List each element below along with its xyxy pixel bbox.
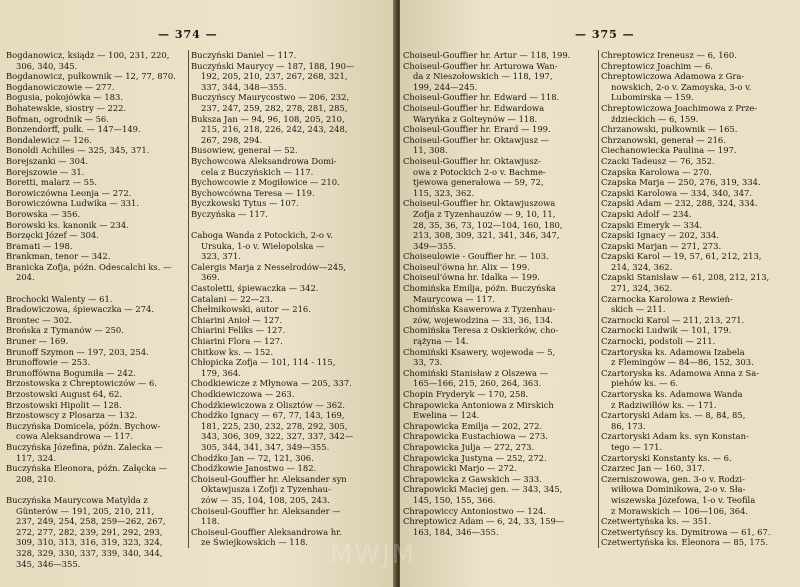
index-entry: Chitkow ks. — 152. <box>191 346 274 357</box>
index-entry: Ciechanowiecka Paulina — 197. <box>601 145 737 156</box>
index-entry-continuation: Lubomirska — 159. <box>611 92 694 103</box>
index-entry: Brunoffówna Bogumiła — 242. <box>6 367 136 378</box>
index-entry: Chełmikowski, autor — 216. <box>191 304 311 315</box>
index-entry: Brunoffowie — 253. <box>6 357 91 368</box>
index-entry: Czerniszowowa, gen. 3-o v. Rodzi- <box>601 473 745 484</box>
index-entry: Bonoldi Achilles — 325, 345, 371. <box>6 145 150 156</box>
index-entry-continuation: nowskich, 2-o v. Zamoyska, 3-o v. <box>611 81 752 92</box>
index-entry: Chreptowiczowa Joachimowa z Prze- <box>601 102 758 113</box>
index-entry-continuation: 179, 364. <box>201 367 241 378</box>
index-entry-continuation: 215, 216, 218, 226, 242, 243, 248, <box>201 124 348 135</box>
index-entry: Buczyńska Maurycowa Matylda z <box>6 494 148 505</box>
index-entry-continuation: Oktawjusza i Zofji z Tyzenhau- <box>201 484 331 495</box>
entry-spacer <box>191 220 395 231</box>
index-entry: Bramati — 198. <box>6 240 73 251</box>
entry-spacer <box>6 283 186 294</box>
index-entry-continuation: 305, 344, 341, 347, 349—355. <box>201 441 330 452</box>
index-entry-continuation: Zofja z Tyzenhauzów — 9, 10, 11, <box>413 208 556 219</box>
index-entry-continuation: zów — 35, 104, 108, 205, 243. <box>201 494 330 505</box>
index-entry: Czapska Marja — 250, 276, 319, 334. <box>601 177 761 188</box>
index-entry-continuation: wiłłowa Dominikowa, 2-o v. Sła- <box>611 484 746 495</box>
index-entry: Czarnocki Karol — 211, 213, 271. <box>601 314 745 325</box>
index-entry: Chrapowicka Justyna — 252, 272. <box>403 452 547 463</box>
index-entry: Chreptowicz Adam — 6, 24, 33, 159— <box>403 516 565 527</box>
index-entry-continuation: 271, 324, 362. <box>611 283 673 294</box>
index-entry: Brankman, tenor — 342. <box>6 251 111 262</box>
index-entry: Choiseul-Gouffier hr. Edwardowa <box>403 102 545 113</box>
index-entry: Chrapowicka Eustachiowa — 273. <box>403 431 548 442</box>
index-entry: Bogdanowiczowie — 277. <box>6 81 115 92</box>
index-entry-continuation: rążyna — 14. <box>413 336 469 347</box>
index-entry: Choiseul-Gouffier hr. Oktawjusz- <box>403 155 541 166</box>
index-entry-continuation: wiszewska Józefowa, 1-o v. Teofila <box>611 494 756 505</box>
index-entry: Czarnocki, podstoli — 211. <box>601 336 716 347</box>
index-entry: Choiseul'ówna hr. Alix — 199. <box>403 261 530 272</box>
index-entry: Choiseul-Gouffier hr. Edward — 118. <box>403 92 560 103</box>
index-entry: Chreptowiczowa Adamowa z Gra- <box>601 71 745 82</box>
index-entry: Borowska — 356. <box>6 208 81 219</box>
index-entry: Czarnocka Karolowa z Rewień- <box>601 293 733 304</box>
page-number: — 374 — <box>158 28 218 41</box>
index-entry-continuation: tjewowa generałowa — 59, 72, <box>413 177 544 188</box>
page-number: — 375 — <box>575 28 635 41</box>
index-entry: Chomiński Stanisław z Olszewa — <box>403 367 549 378</box>
index-entry: Busowiew, generał — 52. <box>191 145 298 156</box>
index-entry: Calergis Marja z Nesselrodów—245, <box>191 261 347 272</box>
index-entry: Czacki Tadeusz — 76, 352. <box>601 155 715 166</box>
index-entry: Czarnocki Ludwik — 101, 179. <box>601 325 732 336</box>
index-entry: Borejszowie — 31. <box>6 166 85 177</box>
index-entry: Buczyńska Eleonora, późn. Załęcka — <box>6 463 168 474</box>
index-entry: Boretti, malarz — 55. <box>6 177 97 188</box>
index-entry-continuation: 28, 35, 36, 73, 102—104, 160, 180, <box>413 219 563 230</box>
index-entry-continuation: 237, 247, 259, 282, 278, 281, 285, <box>201 102 348 113</box>
index-entry: Brunoff Szymon — 197, 203, 254. <box>6 346 149 357</box>
index-column <box>403 50 595 537</box>
index-entry-continuation: Waryńka z Golteynów — 118. <box>413 113 538 124</box>
index-entry-continuation: 237, 249, 254, 258, 259—262, 267, <box>16 516 166 527</box>
index-entry-continuation: Ursuka, 1-o v. Wielopolska — <box>201 240 325 251</box>
index-entry: Caboga Wanda z Potockich, 2-o v. <box>191 230 334 241</box>
index-entry: Castoletti, śpiewaczka — 342. <box>191 283 319 294</box>
index-entry-continuation: 272, 277, 282, 239, 291, 292, 293, <box>16 526 163 537</box>
index-entry-continuation: z Radziwiłłów ks. — 171. <box>611 399 717 410</box>
index-entry-continuation: 11, 308. <box>413 145 448 156</box>
index-entry: Czetwertyńscy ks. Dymitrowa — 61, 67. <box>601 526 771 537</box>
index-entry: Chreptowicz Ireneusz — 6, 160. <box>601 50 737 60</box>
index-entry-continuation: 213, 308, 309, 321, 341, 346, 347, <box>413 230 560 241</box>
right-page <box>400 0 800 587</box>
index-entry: Czapski Stanisław — 61, 208, 212, 213, <box>601 272 770 283</box>
index-entry: Chrapowicka Emilja — 202, 272. <box>403 420 543 431</box>
index-entry-continuation: 323, 371. <box>201 251 241 262</box>
index-entry: Chodźkiewiczowa z Olisztów — 362. <box>191 399 346 410</box>
index-entry: Borzęcki Józef — 304. <box>6 230 99 241</box>
index-entry-continuation: z Flemingów — 84—86, 152, 303. <box>611 357 754 368</box>
index-entry: Czapski Karol — 19, 57, 61, 212, 213, <box>601 251 762 262</box>
index-entry-continuation: Ewelina — 124. <box>413 410 480 421</box>
index-entry: Borowiczówna Ludwika — 331. <box>6 198 140 209</box>
index-entry: Bogusia, pokojówka — 183. <box>6 92 123 103</box>
index-entry: Bruner — 169. <box>6 336 69 347</box>
index-entry-continuation: 165—166, 215, 260, 264, 363. <box>413 378 542 389</box>
index-entry-continuation: cowa Aleksandrowa — 117. <box>16 431 133 442</box>
index-entry: Czapski Ignacy — 202, 334. <box>601 230 720 241</box>
index-entry: Bonzendorff, pułk. — 147—149. <box>6 124 141 135</box>
index-entry: Buczyńska Józefina, późn. Zalecka — <box>6 441 163 452</box>
index-entry: Buczyński Daniel — 117. <box>191 50 297 60</box>
index-entry-continuation: cela z Buczyńskich — 117. <box>201 166 314 177</box>
index-entry: Chomińska Ksawerowa z Tyzenhau- <box>403 304 556 315</box>
index-entry-continuation: 86, 173. <box>611 420 646 431</box>
index-entry: Czartoryska ks. Adamowa Anna z Sa- <box>601 367 760 378</box>
index-entry-continuation: 337, 344, 348—355. <box>201 81 287 92</box>
index-entry: Czartoryska ks. Adamowa Wanda <box>601 389 743 399</box>
index-entry-continuation: 145, 150, 155, 366. <box>413 494 496 505</box>
index-entry: Chrapowicka Julja — 272, 273. <box>403 441 535 452</box>
index-entry: Bondalewicz — 126. <box>6 134 92 145</box>
index-entry: Bogdanowicz, pułkownik — 12, 77, 870. <box>6 71 176 82</box>
index-entry: Byczyńska — 117. <box>191 208 268 219</box>
index-entry: Brzostowscy z Plosarza — 132. <box>6 410 138 421</box>
index-entry: Choiseul-Gouffier hr. Arturowa Wan- <box>403 60 558 71</box>
index-entry: Chiarini Anioł — 127. <box>191 314 283 325</box>
index-entry: Choiseul-Gouffier hr. Aleksander syn <box>191 473 347 484</box>
index-entry-continuation: piehów ks. — 6. <box>611 378 678 389</box>
index-entry: Bychowcowa Aleksandrowa Domi- <box>191 155 337 166</box>
index-entry: Chodźko Jan — 72, 121, 306. <box>191 452 314 463</box>
index-entry: Chodźkowie Janostwo — 182. <box>191 463 317 474</box>
index-entry: Czarzec Jan — 160, 317. <box>601 463 705 474</box>
index-entry: Czetwertyńska ks. — 351. <box>601 516 712 527</box>
index-entry: Chodkiewicze z Młynowa — 205, 337. <box>191 378 352 389</box>
index-entry: Bogdanowicz, ksiądz — 100, 231, 220, <box>6 50 170 60</box>
watermark: MWJM <box>330 540 417 570</box>
index-entry-continuation: 267, 298, 294. <box>201 134 263 145</box>
index-entry: Czapski Karolowa — 334, 340, 347. <box>601 187 753 198</box>
index-entry-continuation: 343, 306, 309, 322, 327, 337, 342— <box>201 431 354 442</box>
index-entry: Chodźko Ignacy — 67, 77, 143, 169, <box>191 410 345 421</box>
index-entry-continuation: z Morawskich — 106—106, 364. <box>611 505 749 516</box>
index-entry: Chrzanowski, pułkownik — 165. <box>601 124 738 135</box>
index-column <box>598 50 800 548</box>
index-entry: Czartoryski Adam ks. — 8, 84, 85, <box>601 410 746 421</box>
index-entry-continuation: da z Nieszołowskich — 118, 197, <box>413 71 553 82</box>
index-entry: Choiseul-Gouffier hr. Oktawjuszowa <box>403 198 556 209</box>
index-entry: Chrapowicka z Gawskich — 333. <box>403 473 542 484</box>
index-column <box>188 50 395 548</box>
index-entry: Buczyński Maurycy — 187, 188, 190— <box>191 60 355 71</box>
index-entry: Czetwertyńska ks. Eleonora — 85, 175. <box>601 537 769 548</box>
index-entry: Brontec — 302. <box>6 314 72 325</box>
index-entry: Chrapowicka Antoniowa z Mirskich <box>403 399 554 410</box>
index-entry: Chrzanowski, generał — 216. <box>601 134 726 145</box>
index-entry-continuation: zów, wojewodzina — 33, 36, 134. <box>413 314 554 325</box>
index-entry: Brzostowski Hipolit — 128. <box>6 399 122 410</box>
index-entry: Czapski Marjan — 271, 273. <box>601 240 722 251</box>
index-entry-continuation: 214, 324, 362. <box>611 261 673 272</box>
index-entry: Chrapowiccy Antoniostwo — 124. <box>403 505 547 516</box>
index-entry: Choiseul-Gouffier hr. Oktawjusz — <box>403 134 550 145</box>
index-entry: Chrapowicki Maciej gen. — 343, 345, <box>403 484 563 495</box>
index-entry-continuation: 181, 225, 230, 232, 278, 292, 305, <box>201 420 348 431</box>
index-entry: Choiseulowie - Gouffier hr. — 103. <box>403 251 549 262</box>
index-entry: Brochocki Walenty — 61. <box>6 293 113 304</box>
index-entry: Bofman, ogrodnik — 56. <box>6 113 109 124</box>
index-entry: Brońska z Tymanów — 250. <box>6 325 124 336</box>
index-entry: Borejszanki — 304. <box>6 155 88 166</box>
index-entry: Brzostowska z Chreptowiczów — 6. <box>6 378 157 389</box>
index-entry: Chłopicka Zofja — 101, 114 - 115, <box>191 357 336 368</box>
index-entry: Chodkiewiczowa — 263. <box>191 389 295 399</box>
index-entry-continuation: 33, 73. <box>413 357 443 368</box>
index-entry: Bohatewskie, siostry — 222. <box>6 102 127 113</box>
index-entry: Czartoryski Adam ks. syn Konstan- <box>601 431 749 442</box>
index-entry-continuation: 117, 324. <box>16 452 56 463</box>
index-entry-continuation: Maurycowa — 117. <box>413 293 495 304</box>
index-entry-continuation: 204. <box>16 272 35 283</box>
index-entry: Borowski ks. kanonik — 234. <box>6 219 129 230</box>
index-entry-continuation: 208, 210. <box>16 473 56 484</box>
index-entry: Czapski Emeryk — 334. <box>601 219 703 230</box>
index-entry: Choiseul-Gouffier hr. Artur — 118, 199. <box>403 50 571 60</box>
index-entry: Choiseul-Gouffier hr. Erard — 199. <box>403 124 551 135</box>
index-entry-continuation: 115, 323, 362. <box>413 187 475 198</box>
index-entry: Czapski Adam — 232, 288, 324, 334. <box>601 198 758 209</box>
index-entry-continuation: 369. <box>201 272 220 283</box>
index-entry: Chomiński Ksawery, wojewoda — 5, <box>403 346 556 357</box>
index-entry: Branicka Zofja, późn. Odescalchi ks. — <box>6 261 172 272</box>
index-entry: Chreptowicz Joachim — 6. <box>601 60 713 71</box>
index-entry: Choiseul-Gouffier Aleksandrowa hr. <box>191 526 342 537</box>
index-entry: Byczkowski Tytus — 107. <box>191 198 299 209</box>
index-entry: Choiseul'ówna hr. Idalka — 199. <box>403 272 540 283</box>
index-entry: Czapski Adolf — 234. <box>601 208 692 219</box>
index-entry: Bychowcowie z Mogiłowice — 210. <box>191 177 340 188</box>
index-entry-continuation: 163, 184, 346—355. <box>413 526 499 537</box>
index-entry: Chiarini Feliks — 127. <box>191 325 286 336</box>
index-entry-continuation: 199, 244—245. <box>413 81 478 92</box>
index-entry-continuation: ze Świejkowskich — 118. <box>201 537 308 548</box>
index-entry-continuation: ździeckich — 6, 159. <box>611 113 699 124</box>
index-entry: Buczyńscy Maurycostwo — 206, 232, <box>191 92 350 103</box>
index-entry: Chrapowicki Marjo — 272. <box>403 463 517 474</box>
index-entry: Buksza Jan — 94, 96, 108, 205, 210, <box>191 113 345 124</box>
index-entry-continuation: 192, 205, 210, 237, 267, 268, 321, <box>201 71 348 82</box>
index-entry: Czartoryska ks. Adamowa Izabela <box>601 346 745 357</box>
index-entry: Czapska Karolowa — 270. <box>601 166 712 177</box>
index-entry-continuation: 306, 340, 345. <box>16 60 78 71</box>
index-entry: Borowiczówna Leonja — 272. <box>6 187 132 198</box>
index-entry: Chomińska Teresa z Oskierków, cho- <box>403 325 559 336</box>
index-entry-continuation: 328, 329, 330, 337, 339, 340, 344, <box>16 547 163 558</box>
index-entry: Chomińska Emilja, późn. Buczyńska <box>403 283 556 294</box>
index-entry: Czartoryski Konstanty ks. — 6. <box>601 452 732 463</box>
index-column <box>6 50 186 569</box>
index-entry: Buczyńska Domicela, późn. Bychow- <box>6 420 161 431</box>
index-entry: Chiarini Flora — 127. <box>191 336 283 347</box>
index-entry: Brzostowski August 64, 62. <box>6 389 123 399</box>
index-entry: Chopin Fryderyk — 170, 258. <box>403 389 529 399</box>
index-entry-continuation: 349—355. <box>413 240 457 251</box>
index-entry-continuation: skich — 211. <box>611 304 666 315</box>
entry-spacer <box>6 484 186 495</box>
index-entry: Choiseul-Gouffier hr. Aleksander — <box>191 505 341 516</box>
index-entry-continuation: Günterów — 191, 205, 210, 211, <box>16 505 155 516</box>
index-entry: Bradowiczowa, śpiewaczka — 274. <box>6 304 155 315</box>
index-entry-continuation: 309, 310, 313, 316, 319, 323, 324, <box>16 537 163 548</box>
index-entry-continuation: 118. <box>201 516 220 527</box>
index-entry-continuation: tego — 171. <box>611 441 663 452</box>
index-entry: Bychowcówna Teresa — 119. <box>191 187 315 198</box>
left-page <box>0 0 396 587</box>
index-entry-continuation: owa z Potockich 2-o v. Bachme- <box>413 166 546 177</box>
index-entry: Catalani — 22—23. <box>191 293 273 304</box>
index-entry-continuation: 345, 346—355. <box>16 558 81 569</box>
